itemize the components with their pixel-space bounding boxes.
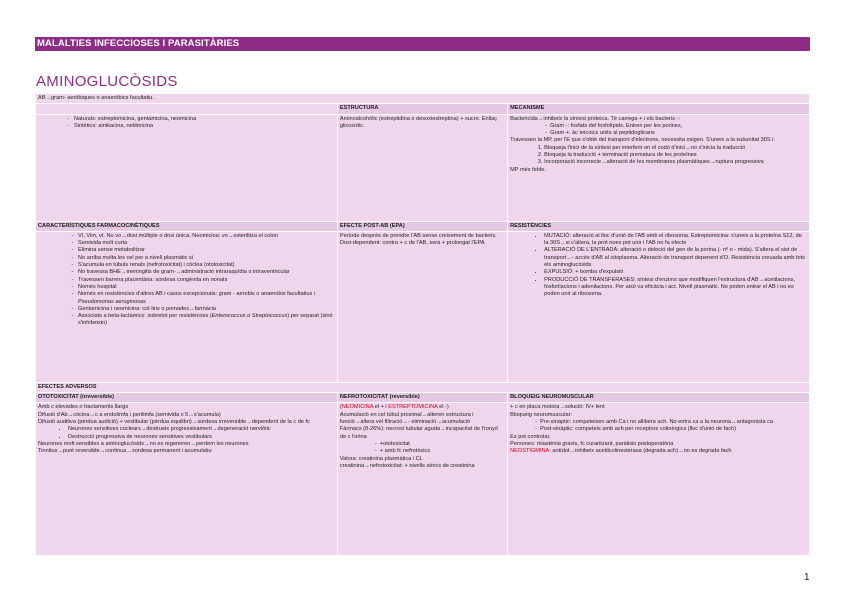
bloqueig-cell: + c en placa motora→solució: IV+ lent Bloqueig neuromuscular: - Pre-sinàptic: competeixen amb Ca i no allibera ach. No entra ca a la neurona→antagonista ca - Post-sinàptic: competeix amb ach per receptors colinèrgics (lloc d'unió de fach) Es pot controlar. Persones: miastènia gravis, fc curaritzant, paràlisis postoperatòria NEOSTIGMINA: antídot→inhibeix acetilcolinesterasa (degrada ach)→no es degrada fach [508,403,810,556]
list-item: • MUTACIÓ: alteració al lloc d'unió de l'AB amb el ribosoma. Estreptomicina: s'uneix a la proteïna S12, de la 30S→si s'altera, la prot noes pot unir i l'AB no fa efecte [544,233,807,248]
list-item: - + amb fc nefrotòxics [380,448,505,455]
header-efectes-adversos: EFECTES ADVERSOS [36,382,810,392]
header-estructura: ESTRUCTURA [337,104,507,114]
header-efecte: EFECTE POST-AB (EPA) [337,221,507,231]
list-item: - No arriba molta les cel per a nivell plasmàtic si [78,255,335,262]
list-item: - S'acumula en túbuls renals (nefrotoxicitat) i còclea (ototoxicitat) [78,262,335,269]
header-nefrotoxicitat: NEFROTOXICITAT (reversible) [337,393,507,403]
header-resistencies: RESISTÈNCIES [508,221,810,231]
list-item: - Pre-sinàptic: competeixen amb Ca i no allibera ach. No entra ca a la neurona→antagonista ca [540,419,807,426]
list-item: - Gentamicina i neomicina: col·liris o pomades→farmàcia [78,306,335,313]
efecte-cell: Període després de prendre l'AB sense creixement de bacteris. Dosi-dependent: contra + c de l'AB, serà + prolongat l'EPA [337,231,507,382]
list-item: - Només hospital [78,284,335,291]
list-item: - Només en resistències d'altres AB i casos excepcionals: gram - aerobis o anaerobis facultatius i Pseudomonas aeruginosas [78,291,335,306]
ototoxicitat-cell: Amb c elevades o tractaments llargs Difusió d'Ab→còclea→c a endolimfa i perilimfa (semivida x 5→s'acumula) Difusió auditiva (pèrdua audició) + vestibular (pèrdua equilibri)→sordesa irreversible→dependent de la c de fc • Neurones sensitives coclears→destrueix progressivament→degeneració nerviòtic • Destrucció progressiva de neurones sensitives vestibulars Neurones molt sensibles a aminoglucòsids→no es regeneren→perdem les neurones Tinnitus→punt reversible→continua→sordesa permanent i acumulatiu [36,403,338,556]
list-item: 1. Bloqueja l'inici de la síntesi per interferir en el codó d'inici→no s'inicia la traducció [544,145,807,152]
list-item: 2. Bloqueja la traducció + terminació prematura de les proteïnes [544,152,807,159]
caracteristiques-cell [36,231,338,382]
document-header-title: MALALTIES INFECCIOSES I PARASITÀRIES [37,38,240,49]
drugs-cell [36,114,338,221]
resistencies-cell [508,231,810,382]
list-item: • Destrucció progressiva de neurones sensitives vestibulars [68,434,335,441]
header-mecanisme: MECANISME [508,104,810,114]
list-item: • ALTERACIÓ DE L'ENTRADA: alteració o deleció del gen de la porina (- nº o - mida). S'altera el sist de transport→- accés d'AB al citoplasma. Alteració de transport depenent d'O. Resistència creuada amb tots els aminoglucòsids [544,247,807,269]
list-item: - +ototoxicitat [380,441,505,448]
header-caracteristiques: CARACTERÍSTIQUES FARMACOCINÈTIQUES [36,221,338,231]
mecanisme-cell: Bactericida→inhibeix la síntesi proteica. Té carrega + i els bacteris -: - Gram -: fosfats del fosfolípids. Entren per les porines, - Gram +: àc teicoics units al peptidoglicans Travessen la MP, per l'E que s'obté del transport d'electrons, necessita oxigen. S'uneix a la subunitat 30S i: 1. Bloqueja l'inici de la síntesi per interferir en el codó d'inici→no s'inicia la traducció 2. Bloqueja la traducció + terminació prematura de les proteïnes 3. Incorporació incorrecte→alteració de les membranes plasmàtiques→ruptura progressiva MP més feble. [508,114,810,221]
estructura-cell: Aminoalcohòlic (estreptidina o desoxiestreptina) + sucre. Enllaç glicosídic. [337,114,507,221]
list-item: - Sintètics: amikacina, netilmicina [74,123,335,130]
list-item: • EXPULSIÓ: + bomba d'expulsió [544,269,807,276]
list-item: - Elimina sense metabolitzar [78,247,335,254]
list-item: - Naturals: estreptomicina, gentamicina, neomicina [74,116,335,123]
list-item: - Associats a beta-lactàmics: sobretot per resistències (Enterococcus o Streptococcus) per separat (sinó s'inhibeixin) [78,313,335,328]
list-item: - Gram -: fosfats del fosfolípids. Entren per les porines, [550,123,807,130]
list-item: • Neurones sensitives coclears→destrueix progressivament→degeneració nerviòtic [68,426,335,433]
header-ototoxicitat: OTOTOXICITAT (irreversible) [36,393,338,403]
page-number: 1 [804,572,810,583]
list-item: - Semivida molt curta [78,240,335,247]
list-item: - No travessa BHE→meningitis de gram-→administració intraraquídia o intraventricular [78,269,335,276]
document-header-bar [35,37,810,51]
list-item: - VI, Vim, vt. No vo→dosi múltiple o dosi única. Neomicina: vo→esterilitza el colon [78,233,335,240]
list-item: - Gram +: àc teicoics units al peptidoglicans [550,130,807,137]
list-item: - Post-sinàptic: competeix amb ach per receptors colinèrgics (lloc d'unió de fach) [540,426,807,433]
intro-text: AB→gram- aeròbiques o anaeròbics facultatiu. [36,94,810,104]
content-table [35,93,810,559]
nefrotoxicitat-cell: (NEOMICINA el + i ESTREPTOMICINA el -) Acumulació en cel túbul proximal→alteren estructura i funció→altera vel filtració→- eliminació→acumulació Fàrmacs (8-26%): necrosi tubular aguda→incapacitat de l'ronyó de c l'orina - +ototoxicitat - + amb fc nefrotòxics Valora: creatinina plasmàtica i CL creatinina→nefrotoxicitat: + nivells sèrics de creatinina [337,403,507,556]
list-item: - Travessen barrera placentària: sordesa congènita en nonats [78,277,335,284]
list-item: • PRODUCCIÓ DE TRANSFERASES: síntesi d'enzims que modifiquen l'estructura d'AB→acetilacions, fosforilacions i adenilacions. Per això va eficàcia i act. Nivell plasmàtic. No poden entrar el AB i no es poden unir al ribosoma. [544,277,807,299]
list-item: 3. Incorporació incorrecte→alteració de les membranes plasmàtiques→ruptura progressiva [544,159,807,166]
section-title: AMINOGLUCÒSIDS [36,73,178,90]
header-bloqueig: BLOQUEIG NEUROMUSCULAR [508,393,810,403]
